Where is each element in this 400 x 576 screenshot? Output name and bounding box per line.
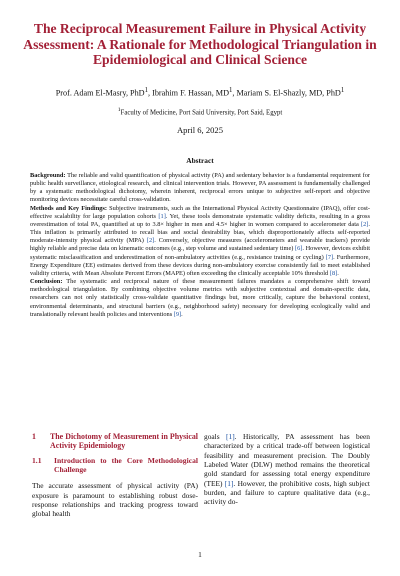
abstract-methods xyxy=(30,205,370,278)
abstract-conclusion-label: Conclusion: xyxy=(30,278,63,286)
affiliation-text: Faculty of Medicine, Port Said University, Port Said, Egypt xyxy=(120,109,283,117)
author-affiliation-mark: 1 xyxy=(340,87,345,94)
author-name: Mariam S. El-Shazly, MD, PhD xyxy=(236,88,341,98)
citation-link[interactable]: [6] xyxy=(295,245,303,253)
abstract-text: The systematic and reciprocal nature of these measurement failures mandates a comprehensive shift toward methodological triangulation. By combining objective volume metrics with subjective contextual and domain-specific data, researchers can not only statistically cross-validate quantitative findings but, more critically, capture the behavioral context, environmental determinants, and structural barriers (e.g., neighborhood safety) necessary for developing ecologically valid and translationally relevant health policies and interventions xyxy=(30,278,370,318)
abstract-text: Subjective instruments, such as the International Physical Activity Questionnaire (IPAQ), offer cost-effective scalability for large population cohorts xyxy=(30,204,370,220)
body-column-left xyxy=(32,432,198,519)
abstract-heading: Abstract xyxy=(186,156,214,165)
abstract-text: . xyxy=(181,310,183,318)
publication-date: April 6, 2025 xyxy=(176,125,224,135)
abstract-text: . Yet, these tools demonstrate systematic validity deficits, resulting in a gross overestimation of total PA, quantified at up to 3.8× higher in men and 4.5× higher in women compared to accelerometer data xyxy=(30,212,370,228)
author-list xyxy=(10,87,390,98)
author-affiliation-mark: 1 xyxy=(144,87,149,94)
citation-link[interactable]: [2] xyxy=(146,237,155,245)
abstract-text: . Conversely, objective measures (accelerometers and wearable trackers) provide highly reliable and precise data on kinematic outcomes (e.g., step volume and sustained sedentary time) xyxy=(30,237,370,253)
body-paragraph: The accurate assessment of physical activity (PA) exposure is paramount to establishing robust dose-response relationships and tracking progress toward global health xyxy=(32,481,198,519)
abstract-body xyxy=(30,172,370,319)
author-separator: , xyxy=(148,88,153,98)
body-text: . Historically, PA assessment has been characterized by a critical trade-off between logistical feasibility and measurement precision. The Doubly Labeled Water (DLW) method remains the theoretical gold standard for assessing total energy expenditure (TEE) xyxy=(204,432,370,488)
page-number: 1 xyxy=(198,550,202,559)
citation-link[interactable]: [9] xyxy=(173,310,182,318)
body-paragraph xyxy=(204,432,370,507)
section-title: The Dichotomy of Measurement in Physical Activity Epidemiology xyxy=(50,432,198,451)
author-affiliation-mark: 1 xyxy=(229,87,233,94)
author-name: Prof. Adam El-Masry, PhD xyxy=(55,88,145,98)
affiliation xyxy=(20,107,380,116)
abstract-background xyxy=(30,172,370,205)
abstract-text: . However, devices exhibit systematic misclassification and underestimation of non-ambulatory activities (e.g., resistance training or cycling) xyxy=(30,245,370,261)
abstract-text: . xyxy=(337,269,339,277)
abstract-text: . Furthermore, Energy Expenditure (EE) estimates derived from these devices during non-ambulatory exercise consistently fail to meet established validity criteria, with Mean Absolute Percent Errors (MAPE) often exceeding the clinically acceptable 10% threshold xyxy=(30,253,370,277)
author-name: Ibrahim F. Hassan, MD xyxy=(152,88,229,98)
subsection-number: 1.1 xyxy=(32,455,42,465)
affiliation-mark: 1 xyxy=(117,107,121,113)
section-number: 1 xyxy=(32,432,36,441)
citation-link[interactable]: [1] xyxy=(226,432,235,441)
body-column-right xyxy=(204,432,370,507)
abstract-background-label: Background: xyxy=(30,172,66,179)
citation-link[interactable]: [1] xyxy=(158,212,166,220)
subsection-heading xyxy=(32,456,198,475)
body-text: goals xyxy=(204,432,227,441)
section-heading xyxy=(32,432,198,451)
citation-link[interactable]: [2] xyxy=(361,220,369,228)
citation-link[interactable]: [8] xyxy=(329,269,338,277)
body-text: . However, the prohibitive costs, high subject burden, and failure to capture qualitative data (e.g., activity do- xyxy=(204,478,370,507)
paper-title: The Reciprocal Measurement Failure in Physical Activity Assessment: A Rationale for Methodological Triangulation in Epidemiological and Clinical Science xyxy=(23,21,377,67)
citation-link[interactable]: [7] xyxy=(325,253,334,261)
abstract-text: . This inflation is primarily attributed to recall bias and social desirability bias, which disproportionately affects self-reported moderate-intensity physical activity (MPA) xyxy=(30,220,370,245)
subsection-title: Introduction to the Core Methodological Challenge xyxy=(54,455,198,475)
abstract-conclusion xyxy=(30,278,370,319)
abstract-background-text: The reliable and valid quantification of physical activity (PA) and sedentary behavior is a fundamental requirement for public health surveillance, etiological research, and clinical intervention trials. However, PA assessment is fundamentally challenged by a systematic methodological dichotomy, wherein inherent, reciprocal errors unique to subjective self-report and objective monitoring devices necessitate careful cross-validation. xyxy=(30,172,370,204)
citation-link[interactable]: [1] xyxy=(224,478,234,488)
abstract-methods-label: Methods and Key Findings: xyxy=(30,204,107,212)
author-separator: , xyxy=(232,88,237,98)
